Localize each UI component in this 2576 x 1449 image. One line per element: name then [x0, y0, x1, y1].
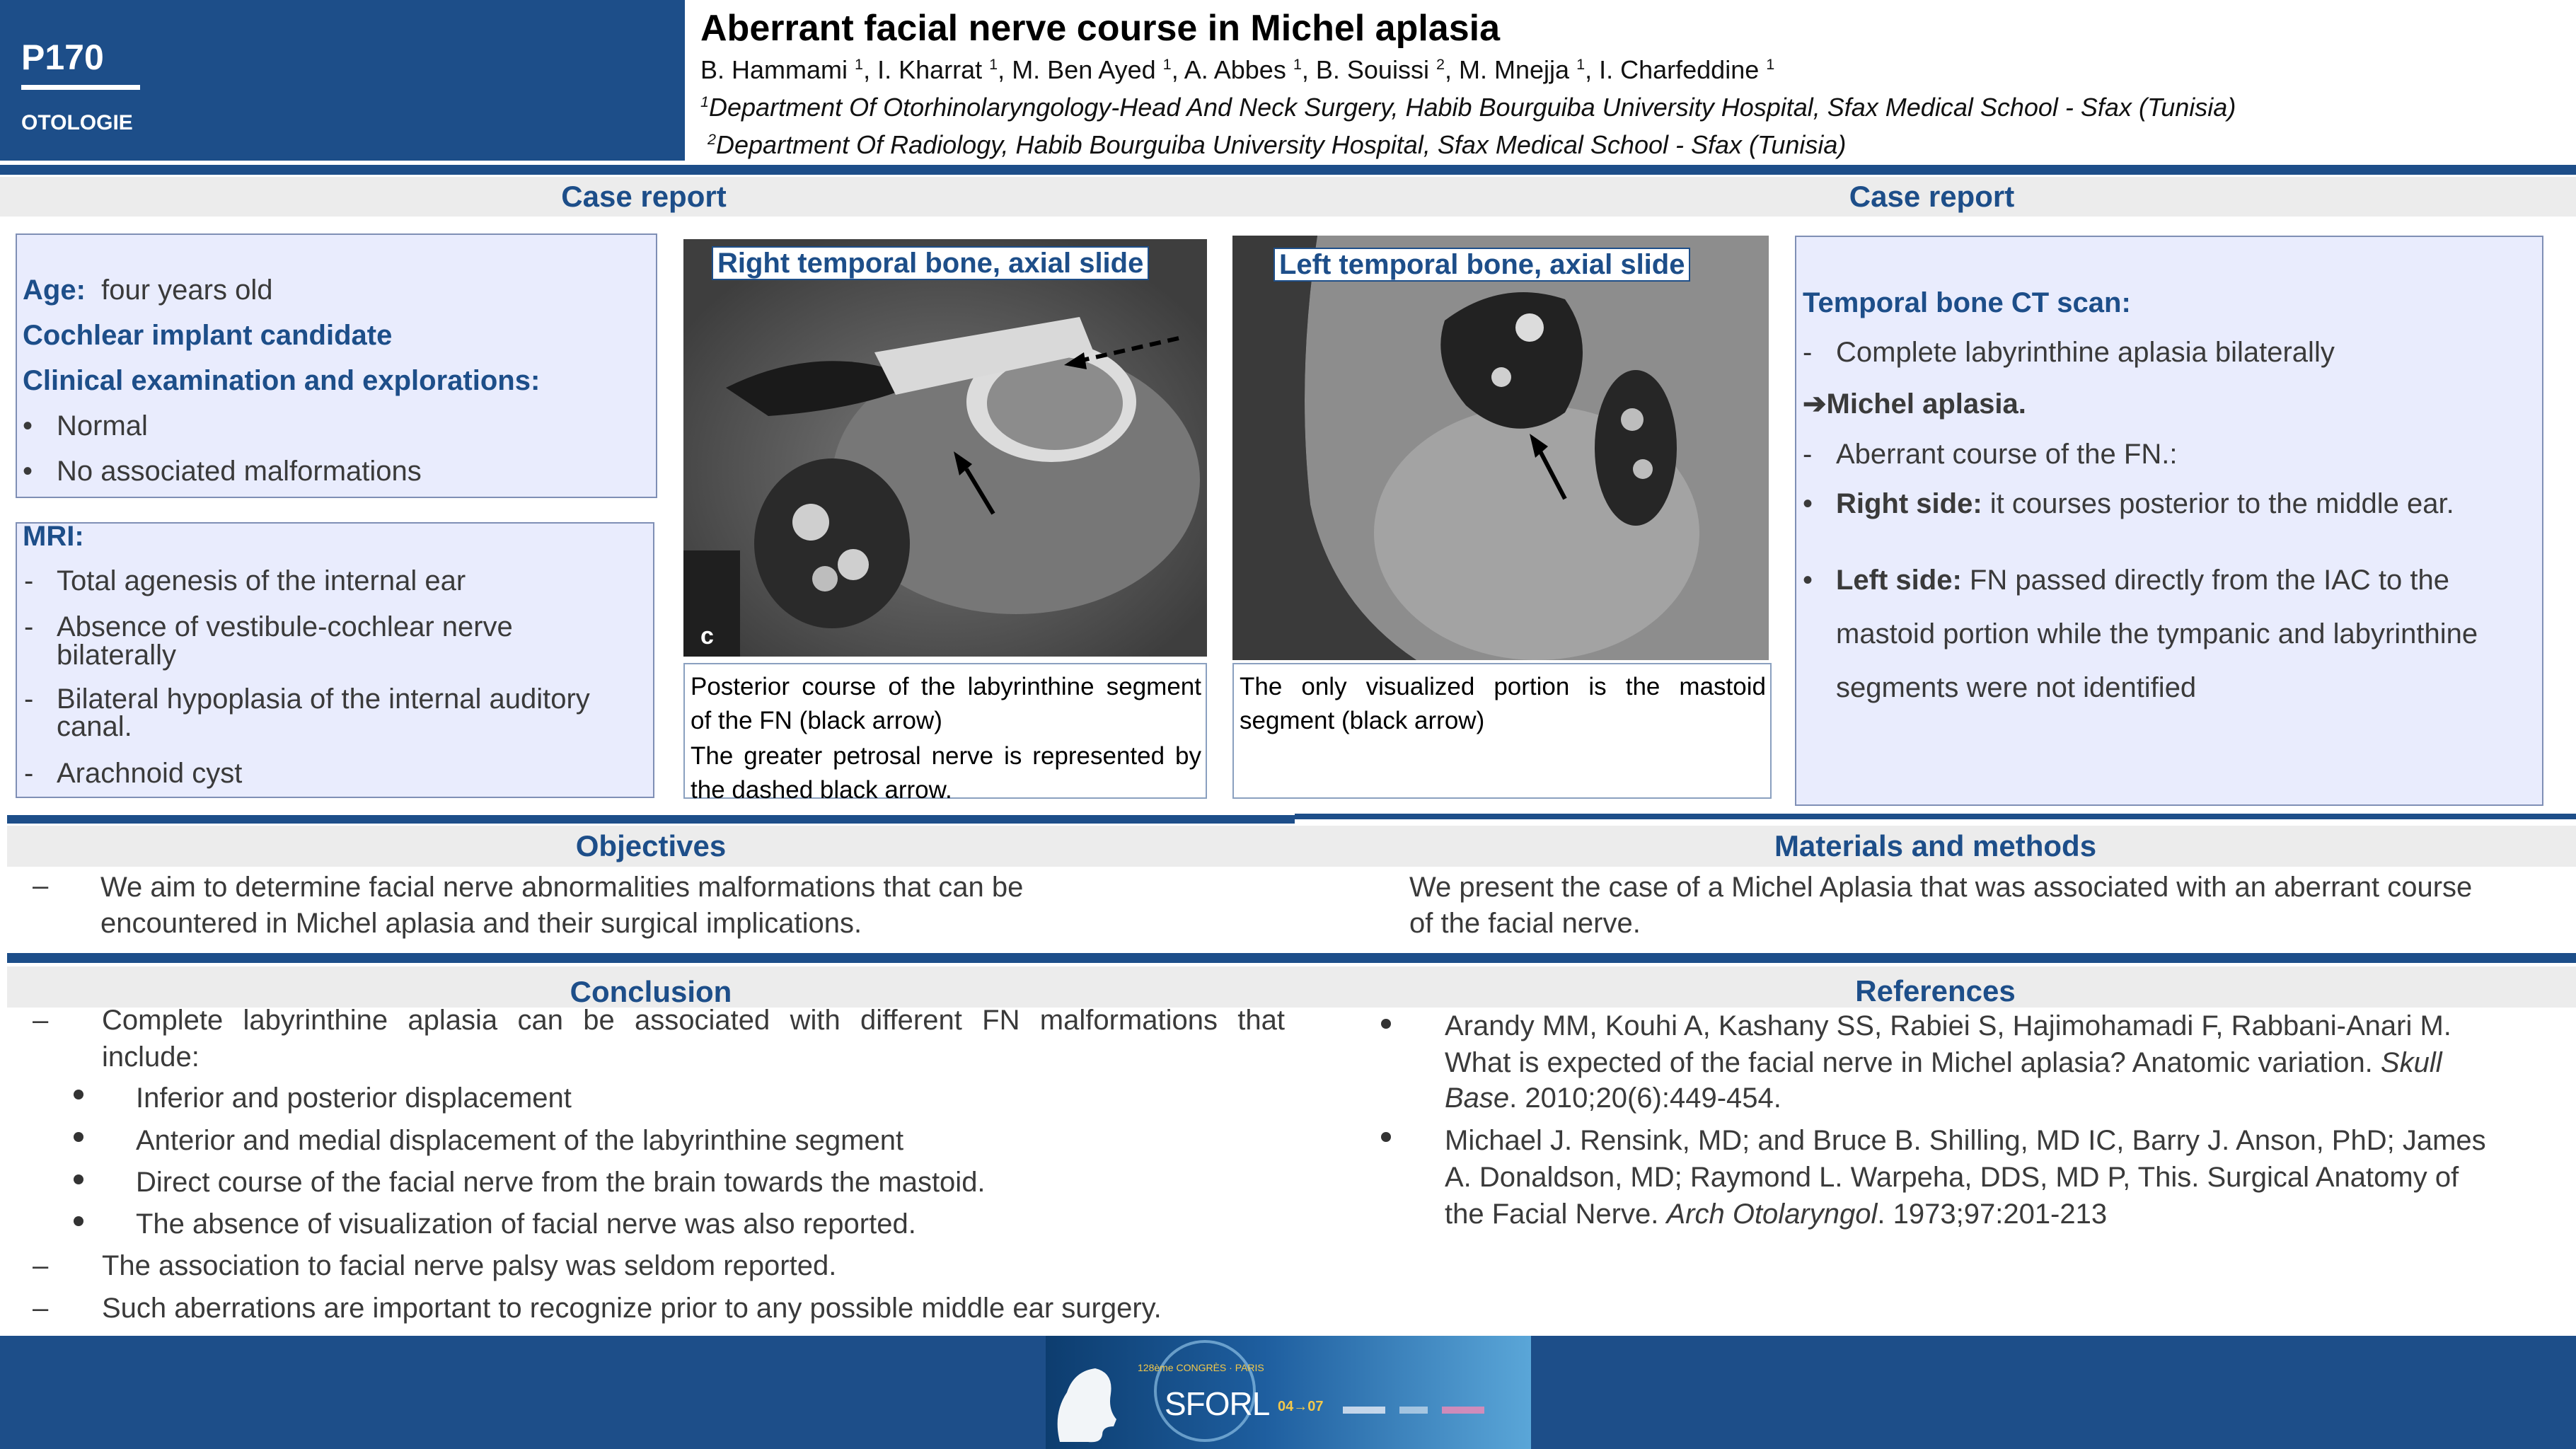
mri-item-cont: bilaterally [57, 640, 176, 671]
affiliation-2: $^2$Department Of Radiology, Habib Bourguiba University Hospital, Sfax Medical School - Sfax (Tunisia) [707, 130, 1847, 159]
bullet-marker [74, 1090, 83, 1099]
bullet-marker: • [23, 456, 33, 487]
poster-title: Aberrant facial nerve course in Michel aplasia [700, 8, 1501, 49]
methods-heading: Materials and methods [1295, 826, 2576, 867]
header-id-panel [0, 0, 685, 161]
dash-marker: - [24, 758, 34, 789]
conclusion-item: Such aberrations are important to recognize prior to any possible middle ear surgery. [102, 1293, 1162, 1324]
dash-marker: – [33, 1005, 49, 1036]
dash-marker: - [24, 683, 34, 715]
mri-item: Total agenesis of the internal ear [57, 565, 466, 596]
dash-marker: – [33, 1250, 49, 1281]
ct-right-side: Right side: it courses posterior to the middle ear. [1836, 488, 2454, 519]
dash-marker: – [33, 1293, 49, 1324]
section-rule [7, 953, 2576, 963]
bullet-marker: • [23, 410, 33, 441]
reference-2-cont: A. Donaldson, MD; Raymond L. Warpeha, DDS, MD P, This. Surgical Anatomy of [1445, 1162, 2459, 1193]
case-report-heading-right: Case report [1288, 177, 2576, 217]
caption-left: The only visualized portion is the mastoid segment (black arrow) [1240, 673, 1766, 734]
author-list: B. Hammami $^1$, I. Kharrat $^1$, M. Ben Ayed $^1$, A. Abbes $^1$, B. Souissi $^2$, M. Mnejja $^1$, I. Charfeddine $^1$ [700, 55, 1775, 84]
reference-1-cont: What is expected of the facial nerve in Michel aplasia? Anatomic variation. Skull [1445, 1047, 2442, 1078]
bullet-marker [74, 1174, 83, 1184]
dash-marker: - [24, 565, 34, 596]
caption-right-2: The greater petrosal nerve is represented by the dashed black arrow. [691, 742, 1201, 804]
ct-label-left: Left temporal bone, axial slide [1273, 248, 1690, 282]
profile-silhouette-icon [1058, 1368, 1116, 1442]
conclusion-sub-item: Anterior and medial displacement of the labyrinthine segment [136, 1125, 904, 1156]
conclusion-heading: Conclusion [7, 966, 1295, 1008]
objectives-heading: Objectives [7, 826, 1295, 867]
clinical-item: No associated malformations [57, 456, 422, 487]
reference-2: Michael J. Rensink, MD; and Bruce B. Shilling, MD IC, Barry J. Anson, PhD; James [1445, 1125, 2486, 1156]
ct-left-side: Left side: FN passed directly from the IAC to the [1836, 565, 2449, 596]
michel-line: ➔Michel aplasia. [1803, 388, 2026, 420]
methods-text: We present the case of a Michel Aplasia that was associated with an aberrant course [1409, 872, 2473, 903]
ct-heading: Temporal bone CT scan: [1803, 287, 2131, 318]
clinical-item: Normal [57, 410, 148, 441]
mri-item: Arachnoid cyst [57, 758, 243, 789]
dash-marker: - [24, 611, 34, 642]
affiliation-1: $^1$Department Of Otorhinolaryngology-Head And Neck Surgery, Habib Bourguiba University Hospital, Sfax Medical School - Sfax (Tunisia) [700, 93, 2236, 122]
panel-letter: c [700, 623, 714, 650]
ct-image-left-temporal [1232, 236, 1769, 660]
caption-right-temporal [683, 663, 1207, 804]
objectives-text-cont: encountered in Michel aplasia and their surgical implications. [100, 908, 862, 939]
section-rule [7, 815, 1295, 824]
bullet-marker: • [1803, 565, 1813, 596]
cochlear-candidate: Cochlear implant candidate [23, 320, 393, 351]
dash-marker: - [1803, 337, 1813, 368]
svg-text:04→07: 04→07 [1278, 1399, 1324, 1414]
ct-image-right-temporal [683, 239, 1207, 657]
age-line: Age: four years old [23, 275, 273, 306]
ct-item: Aberrant course of the FN.: [1836, 439, 2178, 470]
conclusion-intro-cont: include: [102, 1041, 200, 1073]
bullet-marker [74, 1216, 83, 1226]
conclusion-sub-item: The absence of visualization of facial nerve was also reported. [136, 1208, 916, 1240]
ct-left-side-cont: segments were not identified [1836, 672, 2197, 703]
conclusion-sub-item: Direct course of the facial nerve from the brain towards the mastoid. [136, 1167, 986, 1198]
reference-1: Arandy MM, Kouhi A, Kashany SS, Rabiei S, Hajimohamadi F, Rabbani-Anari M. [1445, 1010, 2451, 1041]
mri-item-cont: canal. [57, 711, 132, 742]
congress-logo [1046, 1336, 1531, 1449]
reference-1-cont: Base. 2010;20(6):449-454. [1445, 1083, 1781, 1114]
clinical-exam-heading: Clinical examination and explorations: [23, 365, 541, 396]
poster-id-underline [21, 85, 140, 90]
arrow-right-icon: ➔ [1803, 388, 1827, 420]
mri-heading: MRI: [23, 521, 84, 552]
conclusion-intro: Complete labyrinthine aplasia can be associated with different FN malformations that [102, 1005, 1285, 1036]
poster-id: P170 [21, 37, 104, 77]
caption-right-1: Posterior course of the labyrinthine segment of the FN (black arrow) [691, 673, 1201, 734]
ct-label-right: Right temporal bone, axial slide [712, 246, 1149, 280]
case-report-heading-left: Case report [0, 177, 1288, 217]
bullet-marker [1381, 1019, 1391, 1029]
reference-2-cont: the Facial Nerve. Arch Otolaryngol. 1973;97:201-213 [1445, 1199, 2108, 1230]
bullet-marker [1381, 1132, 1391, 1142]
svg-text:128ème CONGRÈS · PARIS: 128ème CONGRÈS · PARIS [1138, 1362, 1264, 1373]
methods-text-cont: of the facial nerve. [1409, 908, 1641, 939]
dash-marker: - [1803, 439, 1813, 470]
mri-item: Absence of vestibule-cochlear nerve [57, 611, 513, 642]
references-heading: References [1295, 966, 2576, 1008]
header-divider [0, 165, 2576, 175]
objectives-text: We aim to determine facial nerve abnormalities malformations that can be [100, 872, 1024, 903]
conclusion-item: The association to facial nerve palsy was seldom reported. [102, 1250, 837, 1281]
ct-item: Complete labyrinthine aplasia bilaterally [1836, 337, 2335, 368]
dash-marker: – [33, 870, 49, 901]
caption-left-temporal [1232, 663, 1772, 799]
bullet-marker [74, 1132, 83, 1142]
ct-scan-box [1795, 236, 2543, 806]
poster-category: OTOLOGIE [21, 111, 133, 134]
ct-left-side-cont: mastoid portion while the tympanic and labyrinthine [1836, 618, 2478, 650]
conclusion-sub-item: Inferior and posterior displacement [136, 1083, 572, 1114]
svg-text:SFORL: SFORL [1165, 1385, 1270, 1422]
section-rule [1295, 814, 2576, 819]
mri-item: Bilateral hypoplasia of the internal auditory [57, 683, 590, 715]
bullet-marker: • [1803, 488, 1813, 519]
